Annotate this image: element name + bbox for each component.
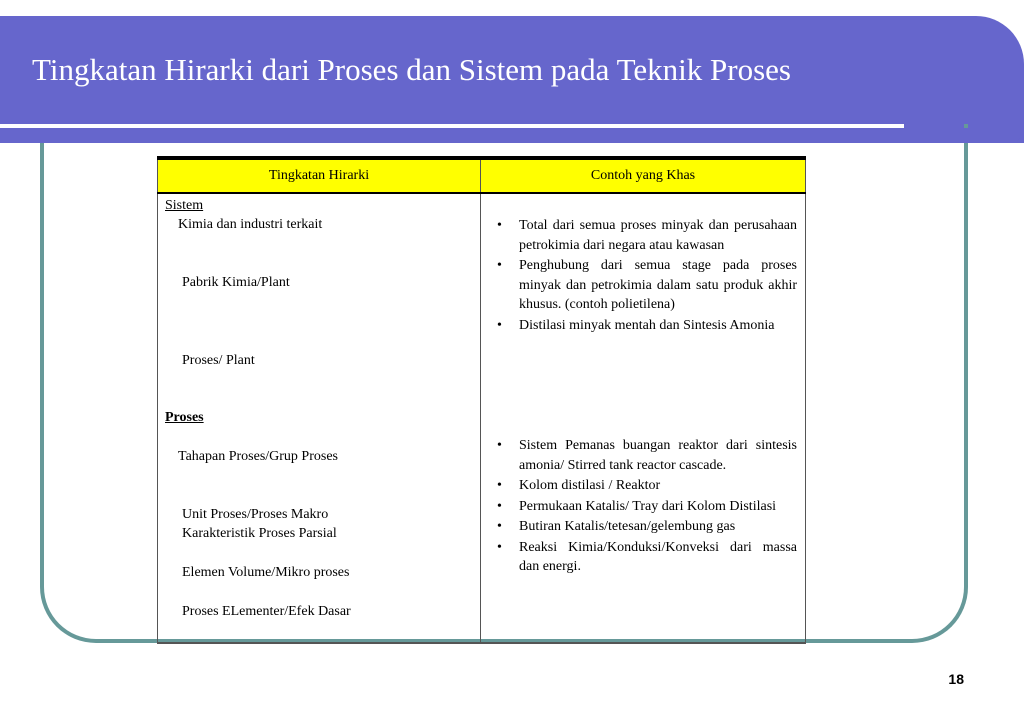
level-tahapan-proses: Tahapan Proses/Grup Proses <box>178 449 338 464</box>
level-pabrik-kimia: Pabrik Kimia/Plant <box>182 275 290 290</box>
examples-cell <box>481 193 806 643</box>
list-item: • Distilasi minyak mentah dan Sintesis Amonia <box>519 316 797 336</box>
level-sistem: Sistem <box>165 198 204 213</box>
list-item: • Penghubung dari semua stage pada proses minyak dan petrokimia dalam satu produk akhir khusus. (contoh polietilena) <box>519 256 797 315</box>
examples-list-proses <box>519 436 797 578</box>
list-item: • Permukaan Katalis/ Tray dari Kolom Distilasi <box>519 497 797 517</box>
header-tingkatan-hirarki: Tingkatan Hirarki <box>158 158 481 193</box>
list-item: • Reaksi Kimia/Konduksi/Konveksi dari massa dan energi. <box>519 538 797 577</box>
header-contoh-yang-khas: Contoh yang Khas <box>481 158 806 193</box>
level-proses-elementer: Proses ELementer/Efek Dasar <box>182 604 351 619</box>
examples-list-sistem <box>519 216 797 336</box>
header-bar-lower <box>0 128 1024 143</box>
slide-title: Tingkatan Hirarki dari Proses dan Sistem pada Teknik Proses <box>32 52 791 87</box>
level-elemen-volume: Elemen Volume/Mikro proses <box>182 565 350 580</box>
list-item: • Butiran Katalis/tetesan/gelembung gas <box>519 517 797 537</box>
list-item: • Kolom distilasi / Reaktor <box>519 476 797 496</box>
level-karakteristik-proses: Karakteristik Proses Parsial <box>182 526 337 541</box>
level-kimia-industri: Kimia dan industri terkait <box>178 217 323 232</box>
level-proses: Proses <box>165 410 204 425</box>
list-item: • Total dari semua proses minyak dan perusahaan petrokimia dari negara atau kawasan <box>519 216 797 255</box>
table-header-row <box>158 158 806 193</box>
header-divider <box>0 124 904 128</box>
levels-cell <box>158 193 481 643</box>
level-proses-plant: Proses/ Plant <box>182 353 255 368</box>
table-row <box>158 193 806 643</box>
hierarchy-table <box>157 156 806 644</box>
level-unit-proses: Unit Proses/Proses Makro <box>182 507 329 522</box>
page-number: 18 <box>948 671 964 687</box>
list-item: • Sistem Pemanas buangan reaktor dari sintesis amonia/ Stirred tank reactor cascade. <box>519 436 797 475</box>
